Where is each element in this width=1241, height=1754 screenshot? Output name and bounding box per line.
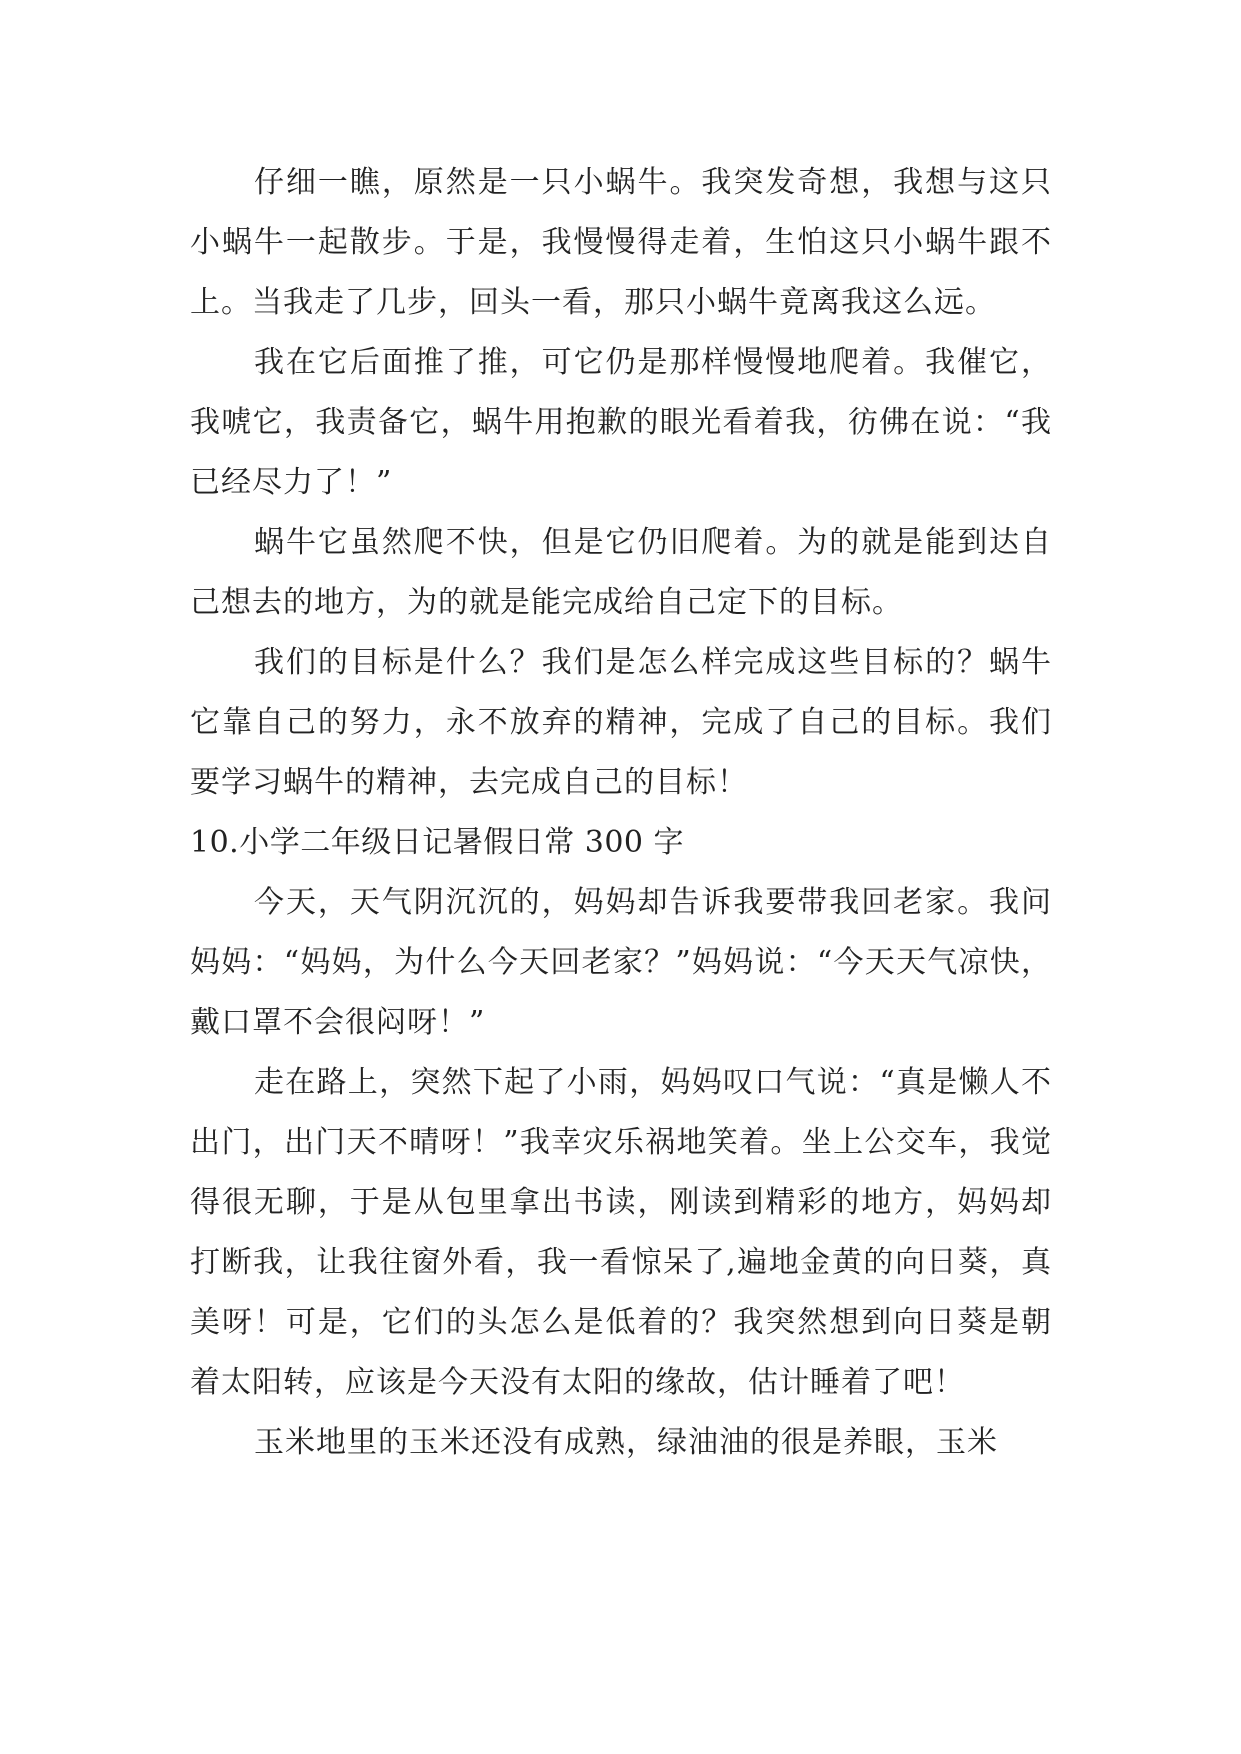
paragraph-rain-bus: 走在路上，突然下起了小雨，妈妈叹口气说：“真是懒人不出门，出门天不晴呀！”我幸灾乐祸地笑着。坐上公交车，我觉得很无聊，于是从包里拿出书读，刚读到精彩的地方，妈妈却打断我，让我往窗外看，我一看惊呆了,遍地金黄的向日葵，真美呀！可是，它们的头怎么是低着的？我突然想到向日葵是朝着太阳转，应该是今天没有太阳的缘故，估计睡着了吧！ bbox=[190, 1065, 1052, 1400]
section-heading: 10.小学二年级日记暑假日常 300 字 bbox=[190, 825, 685, 860]
paragraph-snail-push: 我在它后面推了推，可它仍是那样慢慢地爬着。我催它，我唬它，我责备它，蜗牛用抱歉的眼光看着我，彷佛在说：“我已经尽力了！” bbox=[190, 345, 1052, 500]
paragraph-our-goal: 我们的目标是什么？我们是怎么样完成这些目标的？蜗牛它靠自己的努力，永不放弃的精神，完成了自己的目标。我们要学习蜗牛的精神，去完成自己的目标！ bbox=[190, 645, 1052, 800]
paragraph-snail-goal: 蜗牛它虽然爬不快，但是它仍旧爬着。为的就是能到达自己想去的地方，为的就是能完成给自己定下的目标。 bbox=[190, 525, 1052, 620]
paragraph-corn-field: 玉米地里的玉米还没有成熟，绿油油的很是养眼，玉米 bbox=[254, 1425, 998, 1460]
document-body bbox=[190, 153, 1052, 1473]
paragraph-cloudy-day: 今天，天气阴沉沉的，妈妈却告诉我要带我回老家。我问妈妈：“妈妈，为什么今天回老家？”妈妈说：“今天天气凉快，戴口罩不会很闷呀！” bbox=[190, 885, 1052, 1040]
paragraph-snail-walk: 仔细一瞧，原然是一只小蜗牛。我突发奇想，我想与这只小蜗牛一起散步。于是，我慢慢得走着，生怕这只小蜗牛跟不上。当我走了几步，回头一看，那只小蜗牛竟离我这么远。 bbox=[190, 165, 1052, 320]
